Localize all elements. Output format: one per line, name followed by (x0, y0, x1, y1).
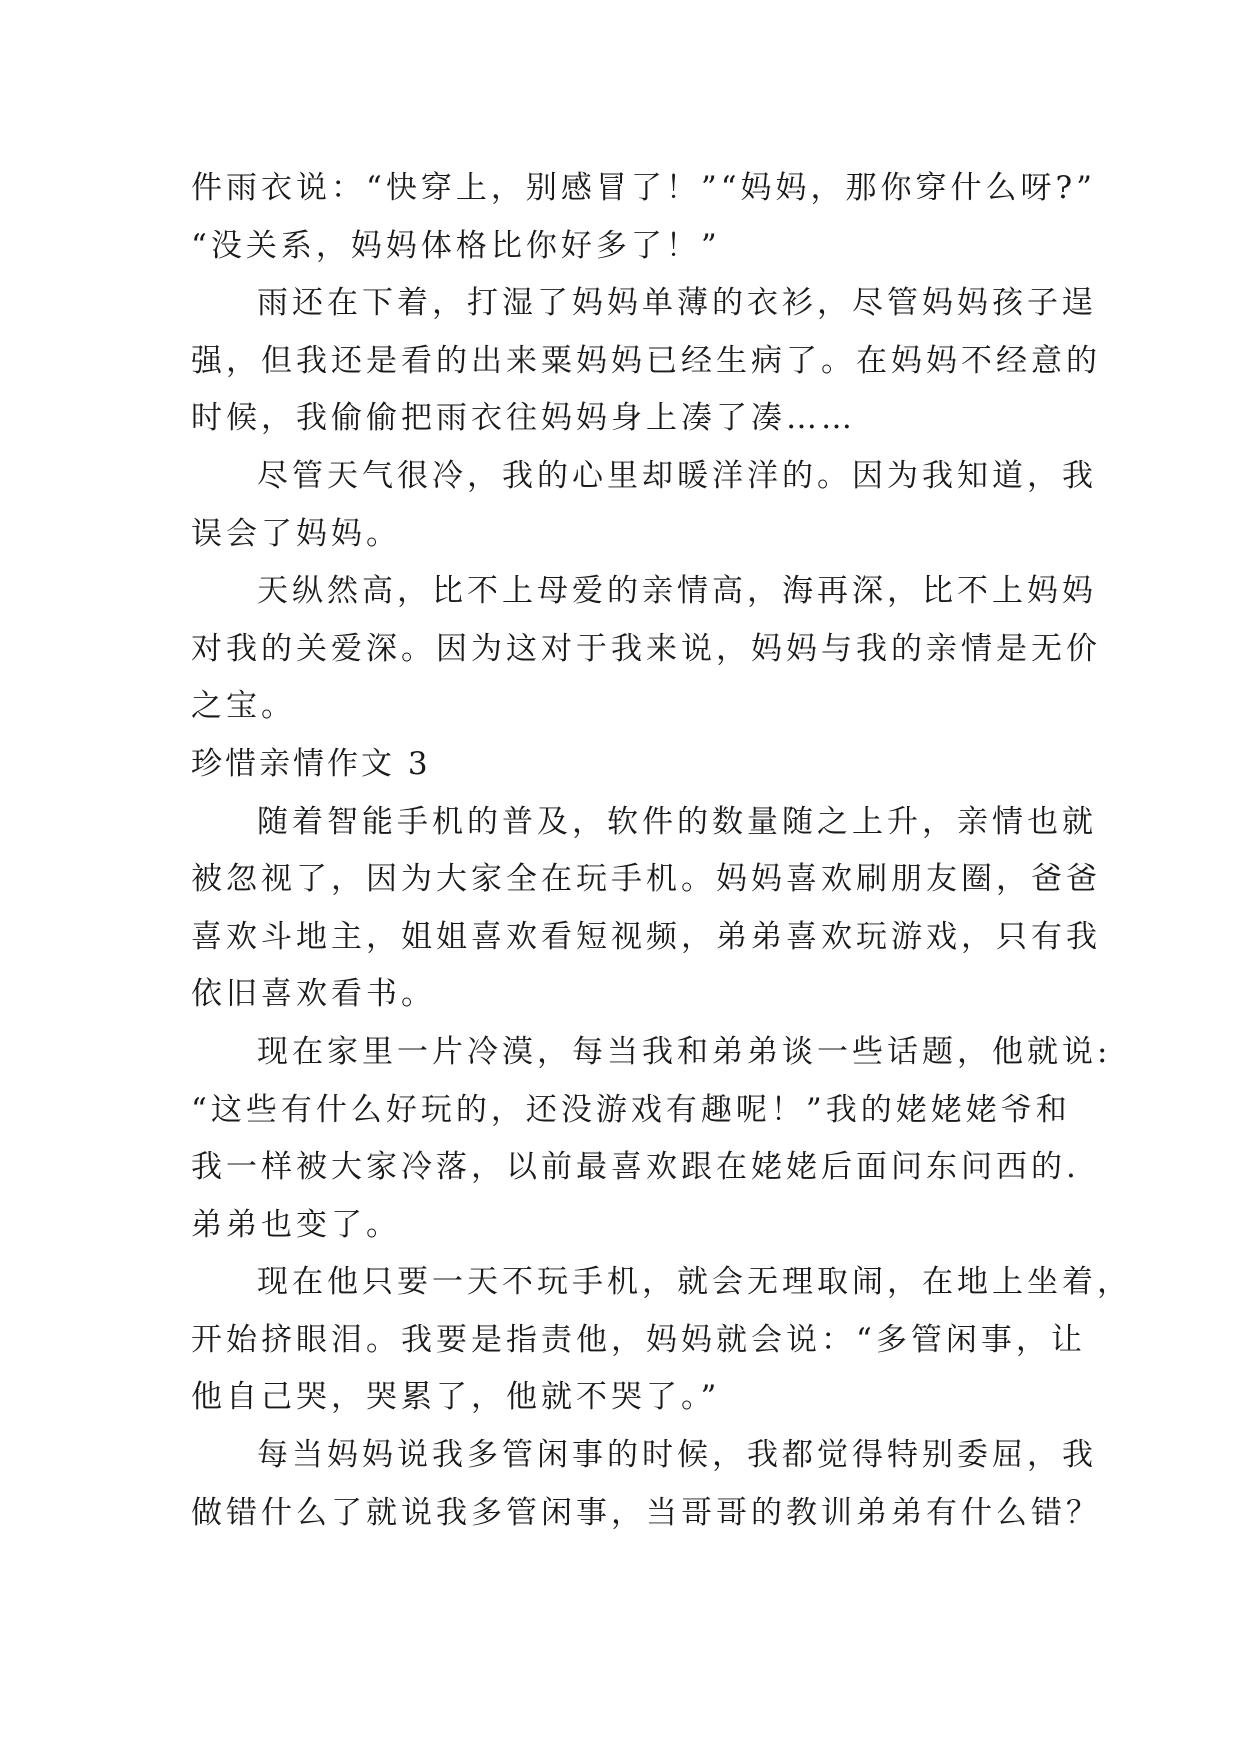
paragraph-line: 现在家里一片冷漠，每当我和弟弟谈一些话题，他就说: (257, 1033, 1112, 1070)
text-line: 弟弟也变了。 (191, 1206, 401, 1243)
text-line: 之宝。 (191, 688, 296, 725)
text-line: 喜欢斗地主，姐姐喜欢看短视频，弟弟喜欢玩游戏，只有我 (191, 918, 1101, 955)
text-line: 时候，我偷偷把雨衣往妈妈身上凑了凑…… (191, 400, 856, 437)
text-line: 依旧喜欢看书。 (191, 976, 436, 1013)
text-line: 我一样被大家冷落，以前最喜欢跟在姥姥后面问东问西的. (191, 1149, 1080, 1186)
paragraph-line: 随着智能手机的普及，软件的数量随之上升，亲情也就 (257, 803, 1097, 840)
text-line: 开始挤眼泪。我要是指责他，妈妈就会说：“多管闲事，让 (191, 1321, 1086, 1358)
paragraph-line: 每当妈妈说我多管闲事的时候，我都觉得特别委屈，我 (257, 1437, 1097, 1474)
text-line: “没关系，妈妈体格比你好多了！” (191, 227, 721, 264)
paragraph-line: 现在他只要一天不玩手机，就会无理取闹，在地上坐着， (257, 1264, 1132, 1301)
text-line: 做错什么了就说我多管闲事，当哥哥的教训弟弟有什么错？ (191, 1494, 1101, 1531)
paragraph-line: 尽管天气很冷，我的心里却暖洋洋的。因为我知道，我 (257, 457, 1097, 494)
paragraph-line: 雨还在下着，打湿了妈妈单薄的衣衫，尽管妈妈孩子逞 (257, 285, 1097, 322)
text-line: 强，但我还是看的出来粟妈妈已经生病了。在妈妈不经意的 (191, 342, 1101, 379)
document-body (191, 160, 1132, 1542)
section-title: 珍惜亲情作文 3 (191, 745, 431, 782)
text-line: “这些有什么好玩的，还没游戏有趣呢！”我的姥姥姥爷和 (191, 1091, 1071, 1128)
text-line: 他自己哭，哭累了，他就不哭了。” (191, 1379, 721, 1416)
text-line: 对我的关爱深。因为这对于我来说，妈妈与我的亲情是无价 (191, 630, 1101, 667)
paragraph-line: 天纵然高，比不上母爱的亲情高，海再深，比不上妈妈 (257, 573, 1097, 610)
text-line: 误会了妈妈。 (191, 515, 401, 552)
text-line: 件雨衣说：“快穿上，别感冒了！”“妈妈，那你穿什么呀?” (191, 170, 1097, 206)
text-line: 被忽视了，因为大家全在玩手机。妈妈喜欢刷朋友圈，爸爸 (191, 861, 1101, 898)
